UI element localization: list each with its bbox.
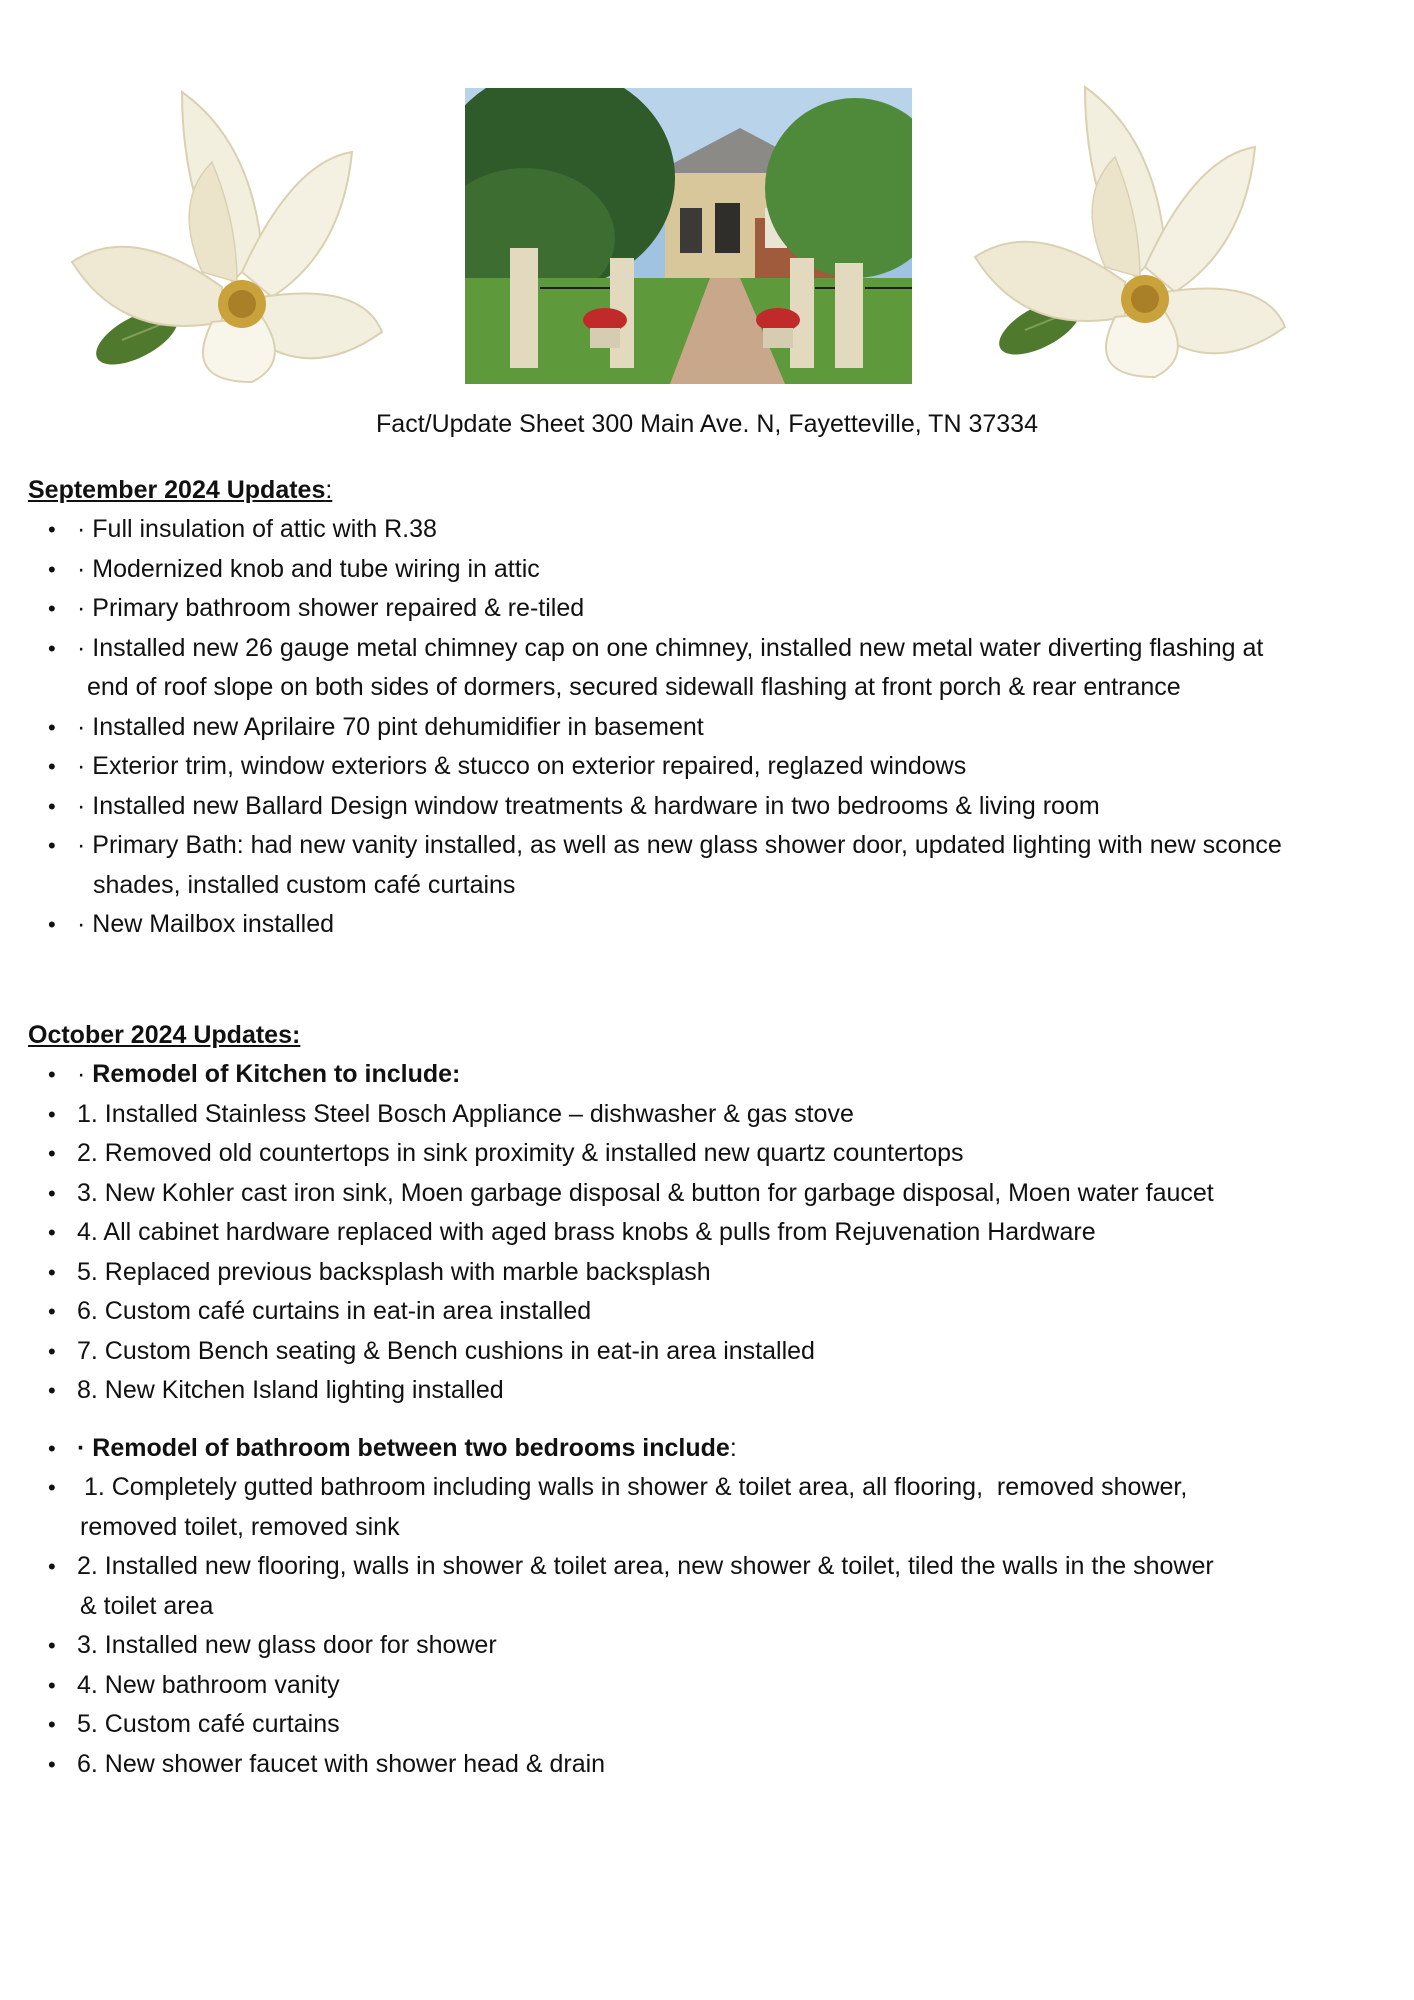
list-item: • 6. New shower faucet with shower head & drain [28, 1745, 1378, 1785]
list-item: • · Installed new Ballard Design window treatments & hardware in two bedrooms & living room [28, 787, 1378, 827]
list-item: • 1. Completely gutted bathroom including walls in shower & toilet area, all flooring, removed shower, removed toilet, removed sink [28, 1468, 1378, 1547]
list-item: • · Remodel of bathroom between two bedrooms include: [28, 1429, 1378, 1469]
october-heading: October 2024 Updates: [28, 1021, 301, 1049]
october-updates-section [28, 1015, 1378, 1784]
list-item: • · Installed new 26 gauge metal chimney cap on one chimney, installed new metal water diverting flashing at end of roof slope on both sides of dormers, secured sidewall flashing at front porch & rear entrance [28, 629, 1378, 708]
list-item: • · Modernized knob and tube wiring in attic [28, 550, 1378, 590]
house-photo [465, 88, 912, 384]
september-heading: September 2024 Updates: [28, 476, 333, 504]
list-item: • · Installed new Aprilaire 70 pint dehumidifier in basement [28, 708, 1378, 748]
september-updates-section [28, 470, 1378, 945]
list-item: • 1. Installed Stainless Steel Bosch Appliance – dishwasher & gas stove [28, 1095, 1378, 1135]
fact-sheet-caption: Fact/Update Sheet 300 Main Ave. N, Fayetteville, TN 37334 [376, 410, 1038, 438]
list-item: • 5. Custom café curtains [28, 1705, 1378, 1745]
list-item: • 2. Removed old countertops in sink proximity & installed new quartz countertops [28, 1134, 1378, 1174]
list-item: • 7. Custom Bench seating & Bench cushions in eat-in area installed [28, 1332, 1378, 1372]
list-item: • 3. New Kohler cast iron sink, Moen garbage disposal & button for garbage disposal, Moen water faucet [28, 1174, 1378, 1214]
bathroom-remodel-list [28, 1429, 1378, 1785]
magnolia-flower-left-image [62, 82, 402, 392]
september-updates-list [28, 510, 1378, 945]
list-item: • · New Mailbox installed [28, 905, 1378, 945]
list-item: • · Primary bathroom shower repaired & re-tiled [28, 589, 1378, 629]
list-item: • 2. Installed new flooring, walls in shower & toilet area, new shower & toilet, tiled the walls in the shower & toilet area [28, 1547, 1378, 1626]
list-item: • · Primary Bath: had new vanity installed, as well as new glass shower door, updated lighting with new sconce shades, installed custom café curtains [28, 826, 1378, 905]
kitchen-remodel-list [28, 1055, 1378, 1411]
magnolia-flower-right-image [965, 82, 1305, 392]
list-item: • · Remodel of Kitchen to include: [28, 1055, 1378, 1095]
list-item: • 6. Custom café curtains in eat-in area installed [28, 1292, 1378, 1332]
list-item: • 4. New bathroom vanity [28, 1666, 1378, 1706]
list-item: • 3. Installed new glass door for shower [28, 1626, 1378, 1666]
list-item: • · Exterior trim, window exteriors & stucco on exterior repaired, reglazed windows [28, 747, 1378, 787]
list-item: • 4. All cabinet hardware replaced with aged brass knobs & pulls from Rejuvenation Hardware [28, 1213, 1378, 1253]
list-item: • 8. New Kitchen Island lighting installed [28, 1371, 1378, 1411]
list-item: • · Full insulation of attic with R.38 [28, 510, 1378, 550]
list-item: • 5. Replaced previous backsplash with marble backsplash [28, 1253, 1378, 1293]
